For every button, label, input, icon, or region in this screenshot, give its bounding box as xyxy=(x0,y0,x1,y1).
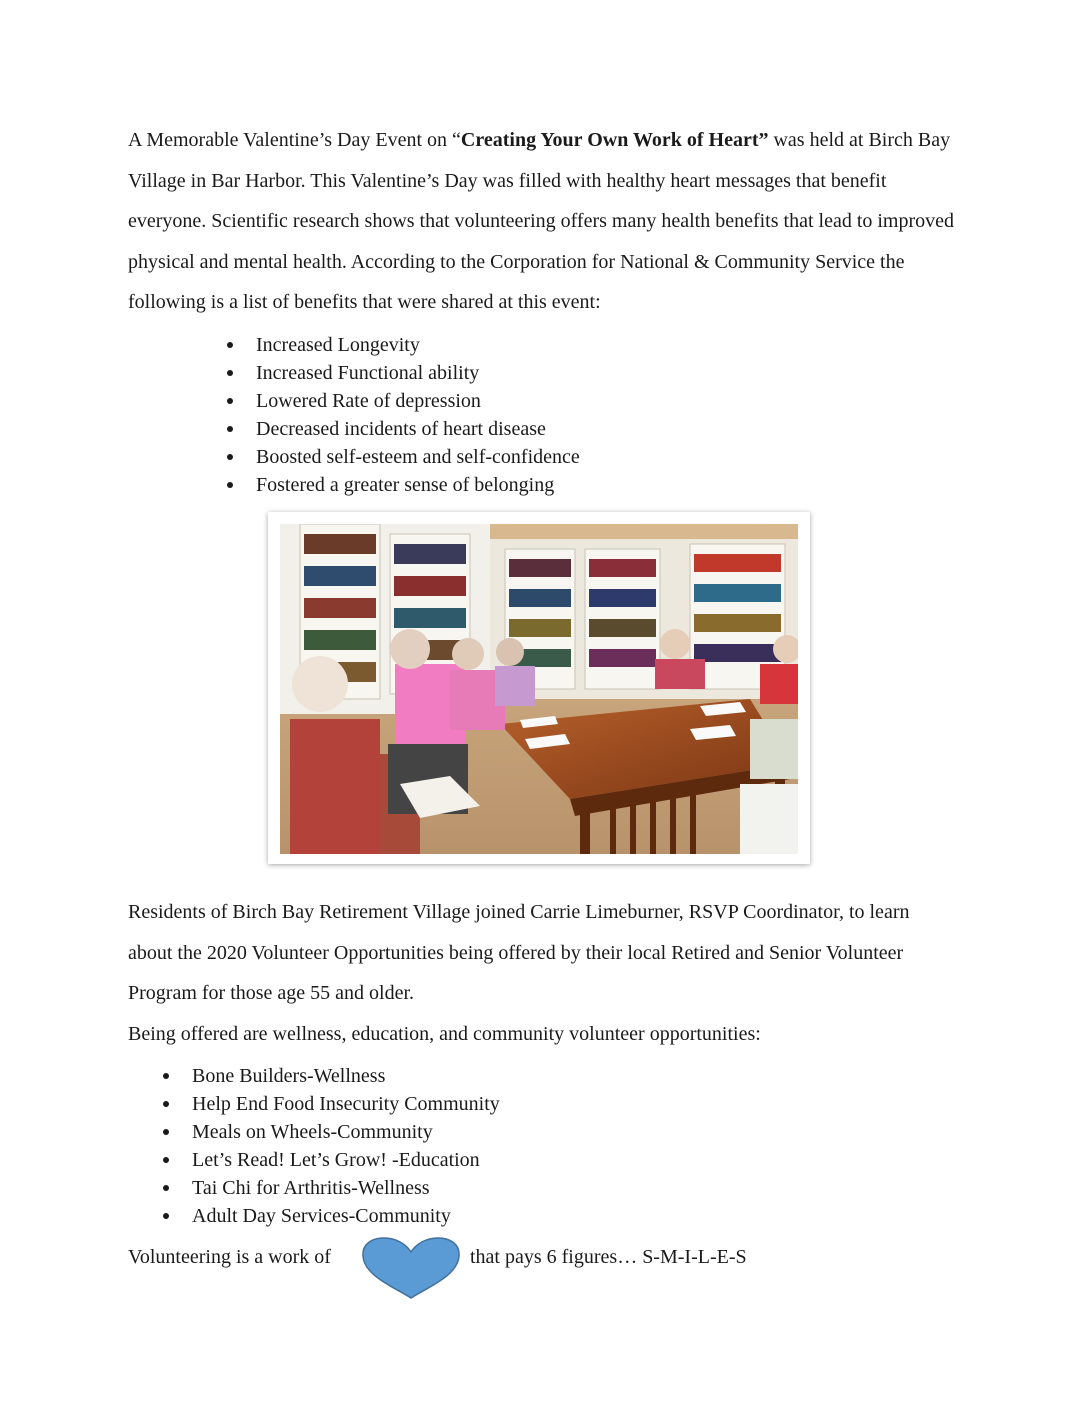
heart-icon xyxy=(360,1236,462,1300)
bullet-icon xyxy=(227,454,233,460)
event-photo-frame xyxy=(268,512,810,864)
residents-paragraph: Residents of Birch Bay Retirement Village joined Carrie Limeburner, RSVP Coordinator, to learn about the 2020 Volunteer Opportunities being offered by their local Retired and Senior Volunteer Program for those age 55 and older. xyxy=(128,901,910,1004)
opportunities-list xyxy=(192,1062,500,1230)
intro-lead: A Memorable Valentine’s Day Event on “ xyxy=(128,129,461,151)
bullet-icon xyxy=(163,1185,169,1191)
bullet-icon xyxy=(227,482,233,488)
list-item: Let’s Read! Let’s Grow! -Education xyxy=(192,1146,500,1174)
bullet-icon xyxy=(227,426,233,432)
bullet-icon xyxy=(163,1157,169,1163)
list-item: Decreased incidents of heart disease xyxy=(256,415,580,443)
list-item: Increased Functional ability xyxy=(256,359,580,387)
list-item: Tai Chi for Arthritis-Wellness xyxy=(192,1174,500,1202)
offered-intro: Being offered are wellness, education, and community volunteer opportunities: xyxy=(128,1023,761,1045)
event-photo xyxy=(280,524,798,854)
list-item: Meals on Wheels-Community xyxy=(192,1118,500,1146)
list-item: Bone Builders-Wellness xyxy=(192,1062,500,1090)
list-item: Help End Food Insecurity Community xyxy=(192,1090,500,1118)
event-title: Creating Your Own Work of Heart” xyxy=(460,129,769,151)
bullet-icon xyxy=(163,1213,169,1219)
list-item: Fostered a greater sense of belonging xyxy=(256,471,580,499)
intro-rest: was held at Birch Bay Village in Bar Harbor. This Valentine’s Day was filled with healthy heart messages that benefit everyone. Scientific research shows that volunteering offers many health benefits that lead to improved physical and mental health. According to the Corporation for National & Community Service the following is a list of benefits that were shared at this event: xyxy=(128,129,955,313)
benefits-list xyxy=(256,331,580,499)
bullet-icon xyxy=(163,1073,169,1079)
bullet-icon xyxy=(163,1129,169,1135)
closing-text-before: Volunteering is a work of xyxy=(128,1246,331,1268)
bullet-icon xyxy=(227,342,233,348)
event-photo-illustration xyxy=(280,524,798,854)
list-item: Adult Day Services-Community xyxy=(192,1202,500,1230)
intro-paragraph xyxy=(128,120,958,323)
bullet-icon xyxy=(227,398,233,404)
closing-text-after: that pays 6 figures… S-M-I-L-E-S xyxy=(470,1246,747,1268)
list-item: Boosted self-esteem and self-confidence xyxy=(256,443,580,471)
list-item: Increased Longevity xyxy=(256,331,580,359)
bullet-icon xyxy=(227,370,233,376)
bullet-icon xyxy=(163,1101,169,1107)
list-item: Lowered Rate of depression xyxy=(256,387,580,415)
